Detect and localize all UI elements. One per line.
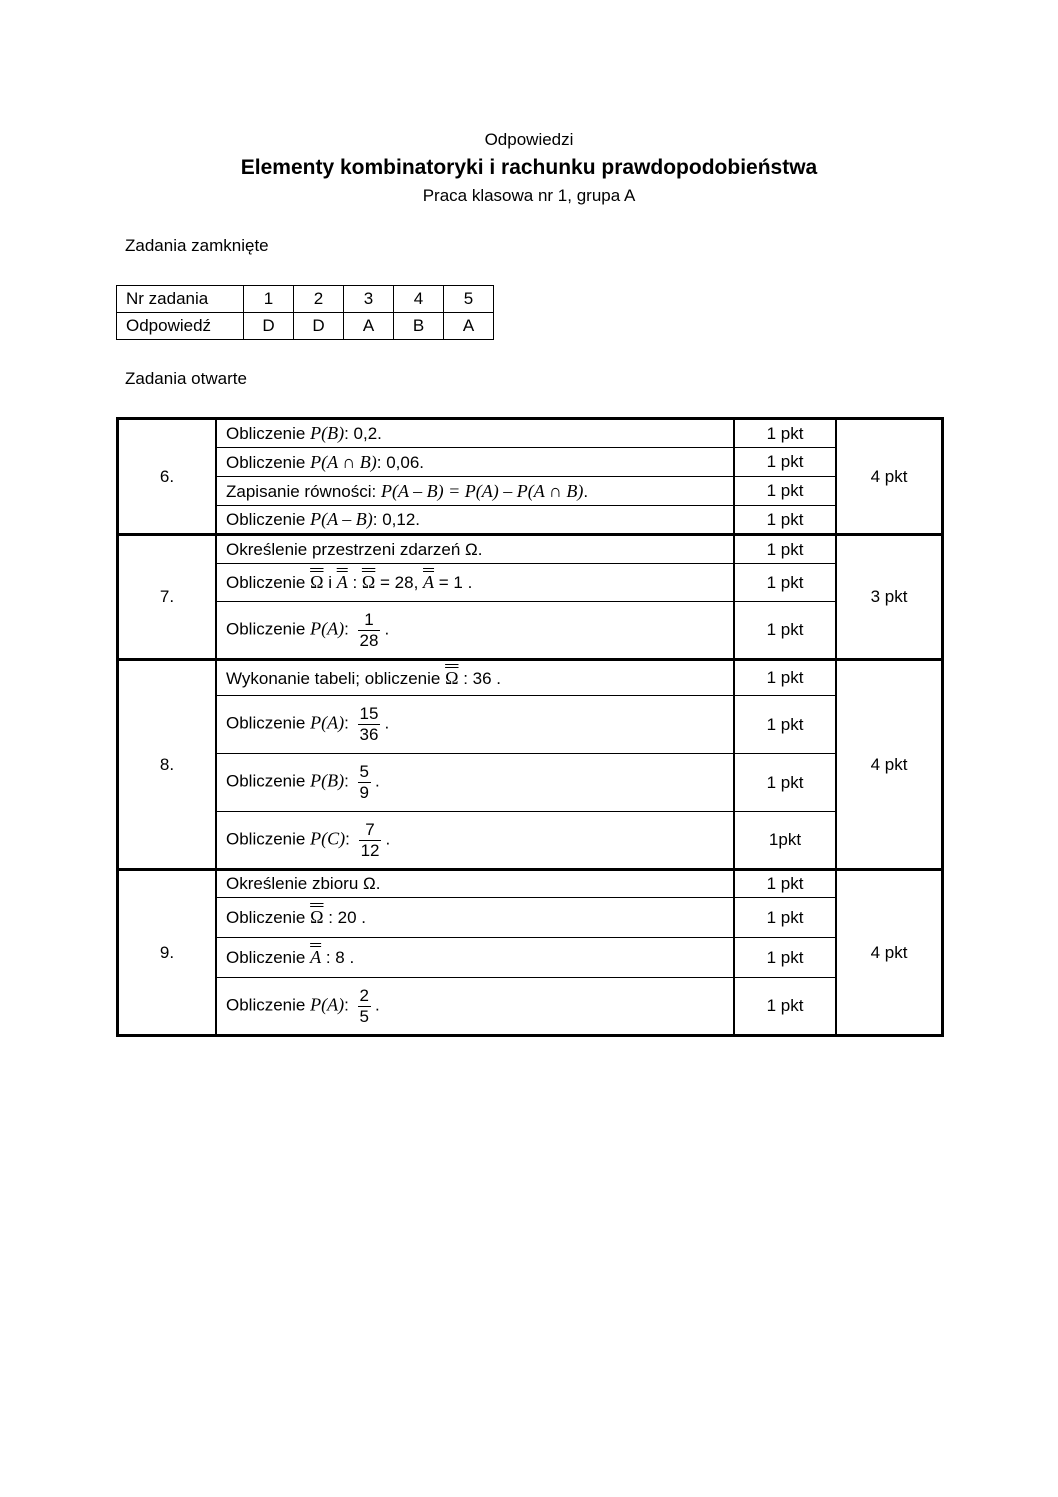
fraction: $\frac{2}{5}$ <box>359 985 370 1026</box>
criterion: Obliczenie Ω : 20 . <box>216 898 734 938</box>
closed-answers-table <box>116 285 494 340</box>
criterion-points: 1 pkt <box>734 506 836 535</box>
table-row <box>118 754 943 812</box>
table-row <box>118 477 943 506</box>
open-tasks-table <box>116 417 944 1037</box>
criterion-points: 1 pkt <box>734 419 836 448</box>
table-row <box>118 660 943 696</box>
criterion: Obliczenie A : 8 . <box>216 938 734 978</box>
table-row <box>118 564 943 602</box>
table-row <box>118 696 943 754</box>
criterion: Obliczenie P(A): $\frac{15}{36}$ . <box>216 696 734 754</box>
criterion: Obliczenie P(C): $\frac{7}{12}$ . <box>216 812 734 870</box>
task-answer: D <box>244 313 294 340</box>
task-total-points: 4 pkt <box>836 870 943 1036</box>
criterion-points: 1 pkt <box>734 660 836 696</box>
criterion-points: 1 pkt <box>734 938 836 978</box>
criterion-points: 1 pkt <box>734 477 836 506</box>
task-answer: A <box>444 313 494 340</box>
task-number: 6. <box>118 419 217 535</box>
task-number: 8. <box>118 660 217 870</box>
task-answer: B <box>394 313 444 340</box>
criterion-points: 1 pkt <box>734 870 836 898</box>
task-number: 4 <box>394 286 444 313</box>
row-header: Odpowiedź <box>117 313 244 340</box>
table-row <box>118 535 943 564</box>
task-number: 9. <box>118 870 217 1036</box>
criterion: Obliczenie P(B): 0,2. <box>216 419 734 448</box>
task-number: 1 <box>244 286 294 313</box>
task-answer: D <box>294 313 344 340</box>
criterion: Określenie zbioru Ω. <box>216 870 734 898</box>
table-row <box>118 978 943 1036</box>
criterion: Wykonanie tabeli; obliczenie Ω : 36 . <box>216 660 734 696</box>
fraction: $\frac{5}{9}$ <box>359 762 370 802</box>
criterion: Obliczenie P(A ∩ B): 0,06. <box>216 448 734 477</box>
criterion-points: 1 pkt <box>734 696 836 754</box>
task-number: 3 <box>344 286 394 313</box>
fraction: $\frac{7}{12}$ <box>360 819 380 860</box>
criterion-points: 1 pkt <box>734 898 836 938</box>
table-row <box>118 870 943 898</box>
criterion-points: 1 pkt <box>734 564 836 602</box>
criterion: Obliczenie P(A): $\frac{2}{5}$ . <box>216 978 734 1036</box>
table-row <box>118 812 943 870</box>
table-row <box>118 506 943 535</box>
criterion: Obliczenie P(B): $\frac{5}{9}$ . <box>216 754 734 812</box>
fraction: $\frac{15}{36}$ <box>359 704 379 744</box>
task-number: 2 <box>294 286 344 313</box>
table-row <box>118 602 943 660</box>
criterion: Obliczenie Ω i A : Ω = 28, A = 1 . <box>216 564 734 602</box>
criterion-points: 1 pkt <box>734 754 836 812</box>
table-row <box>117 286 494 313</box>
table-row <box>118 938 943 978</box>
criterion-points: 1 pkt <box>734 448 836 477</box>
table-row <box>118 898 943 938</box>
task-answer: A <box>344 313 394 340</box>
open-tasks-heading: Zadania otwarte <box>125 369 247 388</box>
closed-tasks-heading: Zadania zamknięte <box>125 236 269 255</box>
table-row <box>118 448 943 477</box>
task-total-points: 4 pkt <box>836 419 943 535</box>
table-row <box>117 313 494 340</box>
task-number: 5 <box>444 286 494 313</box>
table-row <box>118 419 943 448</box>
criterion: Obliczenie P(A): $\frac{1}{28}$ . <box>216 602 734 660</box>
task-total-points: 3 pkt <box>836 535 943 660</box>
row-header: Nr zadania <box>117 286 244 313</box>
criterion-points: 1 pkt <box>734 602 836 660</box>
fraction: $\frac{1}{28}$ <box>359 609 379 650</box>
doc-title: Elementy kombinatoryki i rachunku prawdopodobieństwa <box>240 156 818 179</box>
criterion: Określenie przestrzeni zdarzeń Ω. <box>216 535 734 564</box>
criterion-points: 1 pkt <box>734 978 836 1036</box>
criterion: Zapisanie równości: P(A – B) = P(A) – P(A ∩ B). <box>216 477 734 506</box>
criterion: Obliczenie P(A – B): 0,12. <box>216 506 734 535</box>
doc-subtitle: Praca klasowa nr 1, grupa A <box>422 186 636 205</box>
doc-label: Odpowiedzi <box>484 130 574 149</box>
criterion-points: 1pkt <box>734 812 836 870</box>
task-number: 7. <box>118 535 217 660</box>
task-total-points: 4 pkt <box>836 660 943 870</box>
criterion-points: 1 pkt <box>734 535 836 564</box>
